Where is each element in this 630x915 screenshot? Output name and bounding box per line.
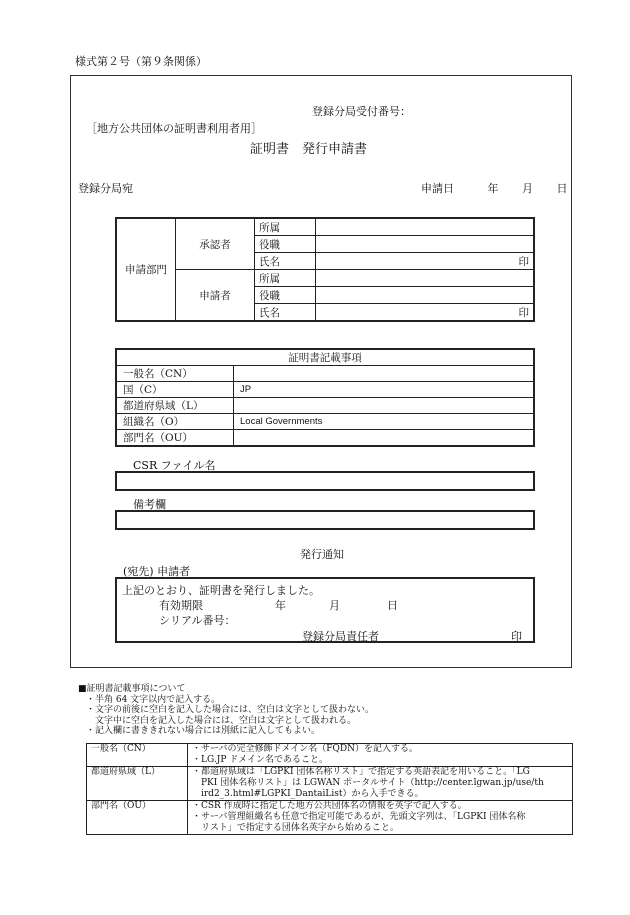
notice-addressee: (宛先) 申請者	[123, 565, 191, 578]
receipt-number-label: 登録分局受付番号：	[312, 105, 411, 118]
rule-text	[188, 744, 573, 767]
table-row	[87, 744, 573, 767]
ou-label: 部門名（OU）	[116, 430, 234, 447]
rule-label: 一般名（CN）	[87, 744, 188, 767]
o-label: 組織名（O）	[116, 414, 234, 430]
table-row	[87, 767, 573, 801]
rule-line: ・サーバ管理組織名も任意で指定可能であるが、先頭文字列は、「LGPKI 団体名称	[192, 812, 526, 822]
officer-label: 登録分局責任者	[302, 630, 379, 643]
applicant-table	[115, 217, 535, 322]
date-year: 年	[487, 182, 499, 195]
valid-month: 月	[329, 599, 340, 612]
remarks-field[interactable]	[115, 510, 535, 530]
valid-day: 日	[387, 599, 398, 612]
notice-title: 発行通知	[300, 548, 344, 561]
date-label: 申請日	[421, 182, 454, 195]
note-item: ・記入欄に書ききれない場合には別紙に記入してもよい。	[86, 726, 321, 736]
dept-label: 申請部門	[116, 218, 176, 321]
form-number: 様式第２号（第９条関係）	[75, 55, 207, 68]
approver-seal: 印	[518, 255, 529, 268]
approver-title-label: 役職	[255, 236, 316, 253]
requester-affiliation-label: 所属	[255, 270, 316, 287]
addressee: 登録分局宛	[78, 182, 133, 195]
approver-affiliation-label: 所属	[255, 218, 316, 236]
notice-box	[115, 577, 535, 643]
requester-name-label: 氏名	[255, 304, 316, 322]
rules-table	[86, 743, 573, 835]
notice-text: 上記のとおり、証明書を発行しました。	[122, 584, 320, 597]
approver-label: 承認者	[176, 218, 255, 270]
l-field[interactable]	[234, 398, 535, 414]
ou-field[interactable]	[234, 430, 535, 447]
rule-label: 部門名（OU）	[87, 801, 188, 835]
valid-year: 年	[275, 599, 286, 612]
l-label: 都道府県域（L）	[116, 398, 234, 414]
date-month: 月	[522, 182, 533, 195]
serial-number-label: シリアル番号：	[159, 614, 236, 627]
approver-title-field[interactable]	[316, 236, 535, 253]
officer-seal: 印	[511, 630, 522, 643]
note-item: ・半角 64 文字以内で記入する。	[86, 694, 221, 705]
rule-line: PKI 団体名称リスト」は LGWAN ポータルサイト（http://center.lgwan.jp/use/th	[192, 778, 544, 788]
rule-text	[188, 767, 573, 801]
note-item: 文字中に空白を記入した場合には、空白は文字として扱われる。	[86, 715, 357, 726]
requester-label: 申請者	[176, 270, 255, 322]
valid-period-label: 有効期限	[159, 599, 203, 612]
c-field[interactable]: JP	[234, 382, 535, 398]
cn-label: 一般名（CN）	[116, 366, 234, 382]
o-field[interactable]: Local Governments	[234, 414, 535, 430]
rule-label: 都道府県域（L）	[87, 767, 188, 801]
cert-items-table	[115, 348, 535, 447]
note-item: ・文字の前後に空白を記入した場合には、空白は文字として扱わない。	[86, 705, 375, 715]
form-category: ［地方公共団体の証明書利用者用］	[86, 122, 262, 135]
approver-name-field[interactable]	[316, 253, 535, 270]
rule-line: ・サーバの完全修飾ドメイン名（FQDN）を記入する。	[192, 744, 418, 754]
date-row	[421, 180, 568, 196]
approver-name-label: 氏名	[255, 253, 316, 270]
requester-affiliation-field[interactable]	[316, 270, 535, 287]
remarks-label: 備考欄	[133, 498, 166, 511]
rule-line: ・LG.JP ドメイン名であること。	[192, 755, 328, 765]
page-title: 証明書 発行申請書	[250, 142, 368, 157]
requester-name-field[interactable]	[316, 304, 535, 322]
cert-items-header: 証明書記載事項	[116, 349, 534, 366]
approver-affiliation-field[interactable]	[316, 218, 535, 236]
rule-text	[188, 801, 573, 835]
notes-heading: ■証明書記載事項について	[78, 684, 186, 694]
date-day: 日	[556, 182, 568, 195]
csr-label: CSR ファイル名	[133, 459, 216, 472]
requester-title-label: 役職	[255, 287, 316, 304]
notes	[78, 684, 374, 737]
cn-field[interactable]	[234, 366, 535, 382]
rule-line: ird2_3.html#LGPKI_DantaiList）から入手できる。	[192, 789, 424, 799]
c-label: 国（C）	[116, 382, 234, 398]
table-row	[87, 801, 573, 835]
rule-line: ・都道府県域は「LGPKI 団体名称リスト」で指定する英語表記を用いること。「LG	[192, 767, 530, 777]
requester-title-field[interactable]	[316, 287, 535, 304]
rule-line: ・CSR 作成時に指定した地方公共団体名の情報を英字で記入する。	[192, 801, 467, 811]
csr-field[interactable]	[115, 471, 535, 491]
requester-seal: 印	[518, 306, 529, 319]
rule-line: リスト」で指定する団体名英字から始めること。	[192, 823, 399, 833]
